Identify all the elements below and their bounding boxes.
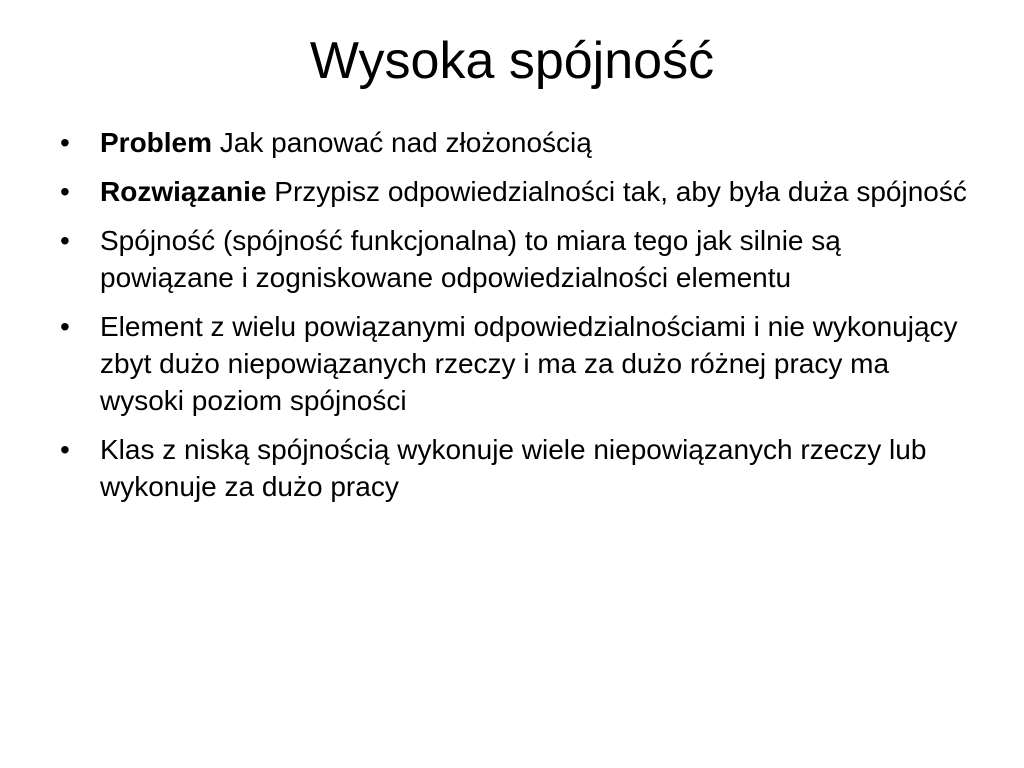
bullet-item-definition bbox=[56, 222, 976, 296]
bullet-marker: • bbox=[60, 225, 70, 256]
bullet-marker: • bbox=[60, 434, 70, 465]
bullet-text: Przypisz odpowiedzialności tak, aby była duża spójność bbox=[266, 176, 967, 207]
bullet-text: Jak panować nad złożonością bbox=[212, 127, 592, 158]
bullet-item-low-cohesion bbox=[56, 431, 976, 505]
bullet-item-solution bbox=[56, 173, 976, 210]
bullet-marker: • bbox=[60, 311, 70, 342]
bullet-bold-label: Problem bbox=[100, 127, 213, 158]
bullet-text: Element z wielu powiązanymi odpowiedzialnościami i nie wykonujący zbyt dużo niepowiązanych rzeczy i ma za dużo różnej pracy ma wysoki poziom spójności bbox=[100, 311, 958, 416]
bullet-item-high-cohesion bbox=[56, 308, 976, 419]
bullet-marker: • bbox=[60, 176, 70, 207]
bullet-text: Klas z niską spójnością wykonuje wiele niepowiązanych rzeczy lub wykonuje za dużo pracy bbox=[100, 434, 927, 502]
bullet-list bbox=[56, 124, 976, 517]
bullet-marker: • bbox=[60, 127, 70, 158]
bullet-bold-label: Rozwiązanie bbox=[100, 176, 267, 207]
bullet-item-problem bbox=[56, 124, 976, 161]
bullet-text: Spójność (spójność funkcjonalna) to miara tego jak silnie są powiązane i zogniskowane odpowiedzialności elementu bbox=[100, 225, 841, 293]
slide-title: Wysoka spójność bbox=[309, 32, 715, 90]
